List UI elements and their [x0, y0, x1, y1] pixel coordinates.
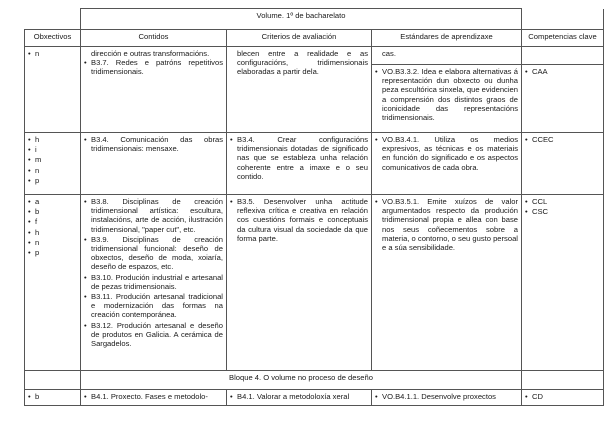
obxectivos-cell — [25, 195, 81, 371]
list-item: • VO.B3.4.1. Utiliza os medios expresivos, as técnicas e os materiais en función do significado e os aspectos comunicativos de cada obra. — [375, 135, 518, 172]
obxectivos-cell — [25, 133, 81, 195]
list-item: • n — [28, 49, 77, 58]
criterios-cell — [227, 195, 372, 371]
contidos-cell — [81, 195, 227, 371]
contidos-cell — [81, 390, 227, 406]
list-item: • n — [28, 238, 77, 247]
table-title: Volume. 1º de bacharelato — [81, 9, 522, 30]
estandares-cell — [372, 47, 522, 133]
criterios-cell — [227, 133, 372, 195]
list-item: • b — [28, 392, 77, 401]
list-item: • B4.1. Proxecto. Fases e metodolo- — [84, 392, 223, 401]
list-item: • CCL — [525, 197, 600, 206]
list-item: • CSC — [525, 207, 600, 216]
block-band-row — [25, 371, 604, 390]
list-item: • B3.12. Produción artesanal e deseño de produtos en Galicia. A cerámica de Sargadelos. — [84, 321, 223, 349]
block-title: Bloque 4. O volume no proceso de deseño — [81, 371, 522, 390]
list-item: • B3.5. Desenvolver unha actitude reflexiva crítica e creativa en relación cos cuestións formais e conceptuais da cultura visual da sociedade da que forma parte. — [230, 197, 368, 243]
list-item: • VO.B4.1.1. Desenvolve proxectos — [375, 392, 518, 401]
list-item: • B4.1. Valorar a metodoloxía xeral — [230, 392, 368, 401]
estandar-text-top: cas. — [382, 49, 396, 58]
list-item: • p — [28, 176, 77, 185]
table-row — [25, 47, 604, 133]
contidos-cell — [81, 47, 227, 133]
list-item: • B3.9. Disciplinas de creación tridimensional funcional: deseño de obxectos, deseño de moda, xoiaría, deseño de espazos, etc. — [84, 235, 223, 272]
empty-band-cell — [25, 371, 81, 390]
list-item: • f — [28, 217, 77, 226]
list-item: • p — [28, 248, 77, 257]
header-competencias: Competencias clave — [522, 30, 604, 47]
table-row — [25, 390, 604, 406]
estandares-cell — [372, 390, 522, 406]
competencias-cell — [522, 390, 604, 406]
list-item: • CAA — [525, 67, 600, 76]
list-item: • B3.4. Comunicación das obras tridimensionais: mensaxe. — [84, 135, 223, 153]
list-item: • b — [28, 207, 77, 216]
list-item: • h — [28, 228, 77, 237]
estandares-cell — [372, 133, 522, 195]
criterio-text: blecen entre a realidade e as configuracións, tridimensionais elaboradas a partir dela. — [237, 49, 368, 77]
table-row — [25, 195, 604, 371]
header-obxectivos: Obxectivos — [25, 30, 81, 47]
empty-corner-cell — [25, 9, 81, 30]
list-item: • VO.B3.5.1. Emite xuízos de valor argumentados respecto da produción tridimensional propia e allea con base nos seus coñecementos sobre a materia, o contorno, o seu gusto persoal e a súa sensibilidade. — [375, 197, 518, 252]
list-item: • B3.8. Disciplinas de creación tridimensional artística: escultura, instalacións, arte de acción, ilustración tridimensional, "paper cut", etc. — [84, 197, 223, 234]
list-item: • h — [28, 135, 77, 144]
list-item: • B3.4. Crear configuracións tridimensionais dotadas de significado nas que se estableza unha relación coherente entre a imaxe e o seu contido. — [230, 135, 368, 181]
competencias-cell — [522, 195, 604, 371]
empty-band-cell — [522, 371, 604, 390]
list-item: dirección e outras transformacións. — [91, 49, 210, 58]
obxectivos-cell — [25, 390, 81, 406]
list-item: • CD — [525, 392, 600, 401]
list-item: • VO.B3.3.2. Idea e elabora alternativas á representación dun obxecto ou dunha peza escultórica sinxela, que evidencien a comprensión dos distintos graos de iconicidade das representacións tridimensionais. — [375, 67, 518, 122]
list-item: • i — [28, 145, 77, 154]
list-item: • B3.7. Redes e patróns repetitivos tridimensionais. — [84, 58, 223, 76]
header-estandares: Estándares de aprendizaxe — [372, 30, 522, 47]
criterios-cell — [227, 47, 372, 133]
header-row — [25, 30, 604, 47]
criterios-cell — [227, 390, 372, 406]
competencias-cell — [522, 47, 604, 133]
title-row — [25, 9, 604, 30]
list-item: • a — [28, 197, 77, 206]
list-item: • m — [28, 155, 77, 164]
obxectivos-cell — [25, 47, 81, 133]
list-item: • CCEC — [525, 135, 600, 144]
competencias-cell — [522, 133, 604, 195]
curriculum-table — [24, 8, 604, 406]
header-criterios: Criterios de avaliación — [227, 30, 372, 47]
estandares-cell — [372, 195, 522, 371]
table-row — [25, 133, 604, 195]
list-item: • n — [28, 166, 77, 175]
list-item: • B3.11. Produción artesanal tradicional e modernización das formas na creación contemporánea. — [84, 292, 223, 320]
contidos-cell — [81, 133, 227, 195]
list-item: • B3.10. Produción industrial e artesanal de pezas tridimensionais. — [84, 273, 223, 291]
header-contidos: Contidos — [81, 30, 227, 47]
empty-title-cell — [522, 9, 604, 30]
